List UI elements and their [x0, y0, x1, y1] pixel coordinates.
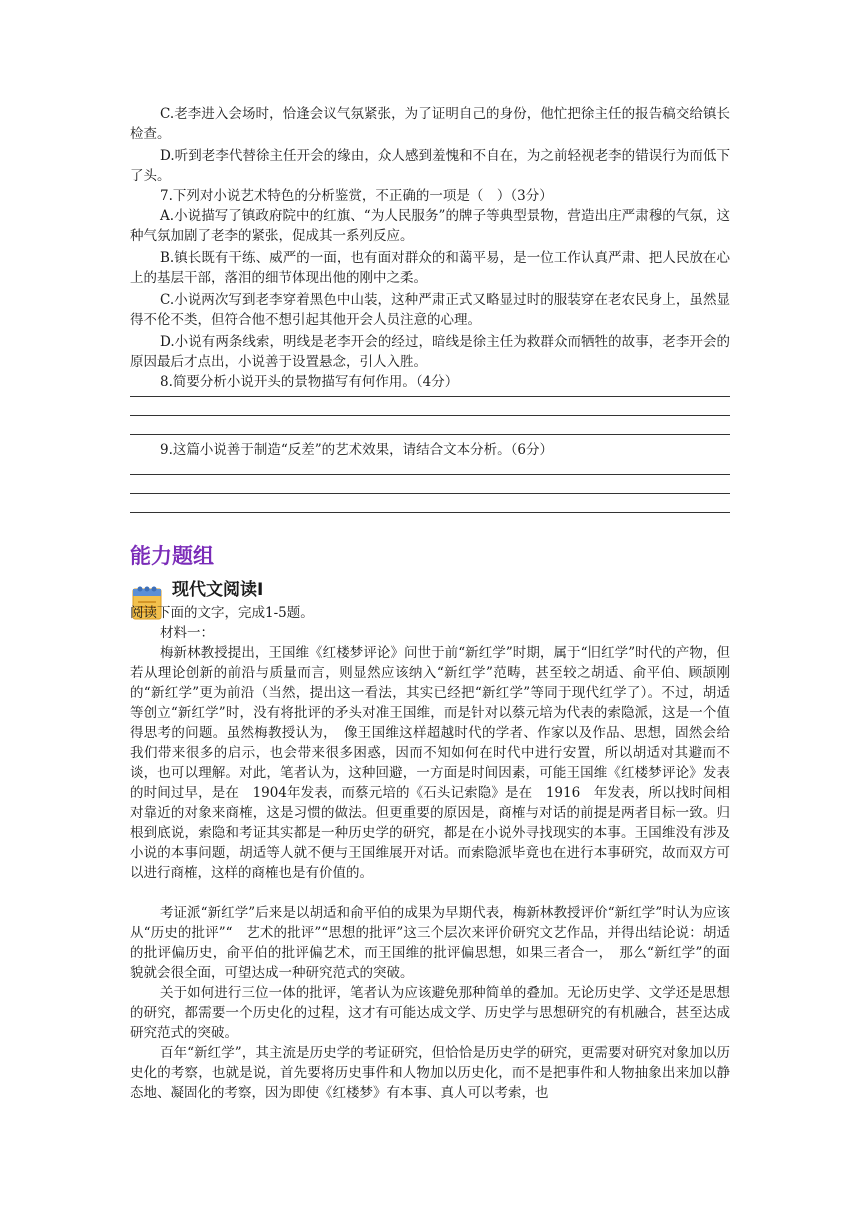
answer-line[interactable] — [130, 512, 730, 513]
passage-paragraph: 梅新林教授提出，王国维《红楼梦评论》问世于前“新红学”时期，属于“旧红学”时代的产物，但若从理论创新的前沿与质量而言，则显然应该纳入“新红学”范畴，甚至较之胡适、俞平伯、顾颉刚的“新红学”更为前沿（当然，提出这一看法，其实已经把“新红学”等同于现代红学了）。不过，胡适等创立“新红学”时，没有将批评的矛头对准王国维，而是针对以蔡元培为代表的索隐派，这是一个值得思考的问题。虽然梅教授认为， 像王国维这样超越时代的学者、作家以及作品、思想，固然会给我们带来很多的启示，也会带来很多困惑，因而不知如何在时代中进行安置，所以胡适对其避而不谈，也可以理解。对此，笔者认为，这种回避，一方面是时间因素，可能王国维《红楼梦评论》发表的时间过早，是在 1904年发表，而蔡元培的《石头记索隐》是在 1916 年发表，所以找时间相对靠近的对象来商榷，这是习惯的做法。但更重要的原因是，商榷与对话的前提是两者目标一致。归根到底说，索隐和考证其实都是一种历史学的研究，都是在小说外寻找现实的本事。王国维没有涉及小说的本事问题，胡适等人就不便与王国维展开对话。而索隐派毕竟也在进行本事研究，故而双方可以进行商榷，这样的商榷也是有价值的。 — [130, 645, 730, 881]
q6-option-d: D.听到老李代替徐主任开会的缘由，众人感到羞愧和不自在，为之前轻视老李的错误行为而低下了头。 — [130, 148, 730, 184]
q7-option-a: A.小说描写了镇政府院中的红旗、“为人民服务”的牌子等典型景物，营造出庄严肃穆的气氛，这种气氛加剧了老李的紧张，促成其一系列反应。 — [130, 208, 730, 244]
section-title: 能力题组 — [130, 544, 214, 568]
q9-stem: 9.这篇小说善于制造“反差”的艺术效果，请结合文本分析。（6分） — [160, 442, 554, 458]
subsection-title: 现代文阅读Ⅰ — [172, 580, 264, 600]
answer-line[interactable] — [130, 415, 730, 416]
passage-paragraph: 百年“新红学”，其主流是历史学的考证研究，但恰恰是历史学的研究，更需要对研究对象加以历史化的考察，也就是说，首先要将历史事件和人物加以历史化，而不是把事件和人物抽象出来加以静态地、凝固化的考察，因为即使《红楼梦》有本事、真人可以考索，也 — [130, 1045, 730, 1101]
answer-line[interactable] — [130, 434, 730, 435]
passage-paragraph: 关于如何进行三位一体的批评，笔者认为应该避免那种简单的叠加。无论历史学、文学还是思想的研究，都需要一个历史化的过程，这才有可能达成文学、历史学与思想研究的有机融合，甚至达成研究范式的突破。 — [130, 985, 730, 1041]
answer-line[interactable] — [130, 474, 730, 475]
material-label: 材料一： — [160, 625, 214, 641]
q7-option-c: C.小说两次写到老李穿着黑色中山装，这种严肃正式又略显过时的服装穿在老农民身上，虽然显得不伦不类，但符合他不想引起其他开会人员注意的心理。 — [130, 292, 730, 328]
answer-line[interactable] — [130, 396, 730, 397]
answer-line[interactable] — [130, 493, 730, 494]
reading-instruction: 阅读下面的文字，完成1-5题。 — [130, 605, 314, 621]
q7-option-d: D.小说有两条线索，明线是老李开会的经过，暗线是徐主任为救群众而牺牲的故事，老李开会的原因最后才点出，小说善于设置悬念，引人入胜。 — [130, 334, 730, 370]
q7-stem: 7.下列对小说艺术特色的分析鉴赏，不正确的一项是（ ）（3分） — [160, 188, 553, 204]
q7-option-b: B.镇长既有干练、威严的一面，也有面对群众的和蔼平易，是一位工作认真严肃、把人民放在心上的基层干部，落泪的细节体现出他的刚中之柔。 — [130, 250, 730, 286]
passage-paragraph: 考证派“新红学”后来是以胡适和俞平伯的成果为早期代表，梅新林教授评价“新红学”时认为应该从“历史的批评”“ 艺术的批评”“思想的批评”这三个层次来评价研究文艺作品，并得出结论说：胡适的批评偏历史，俞平伯的批评偏艺术，而王国维的批评偏思想，如果三者合一， 那么“新红学”的面貌就会很全面，可望达成一种研究范式的突破。 — [130, 905, 730, 981]
q6-option-c: C.老李进入会场时，恰逢会议气氛紧张，为了证明自己的身份，他忙把徐主任的报告稿交给镇长检查。 — [130, 106, 730, 142]
q8-stem: 8.简要分析小说开头的景物描写有何作用。（4分） — [160, 374, 459, 390]
